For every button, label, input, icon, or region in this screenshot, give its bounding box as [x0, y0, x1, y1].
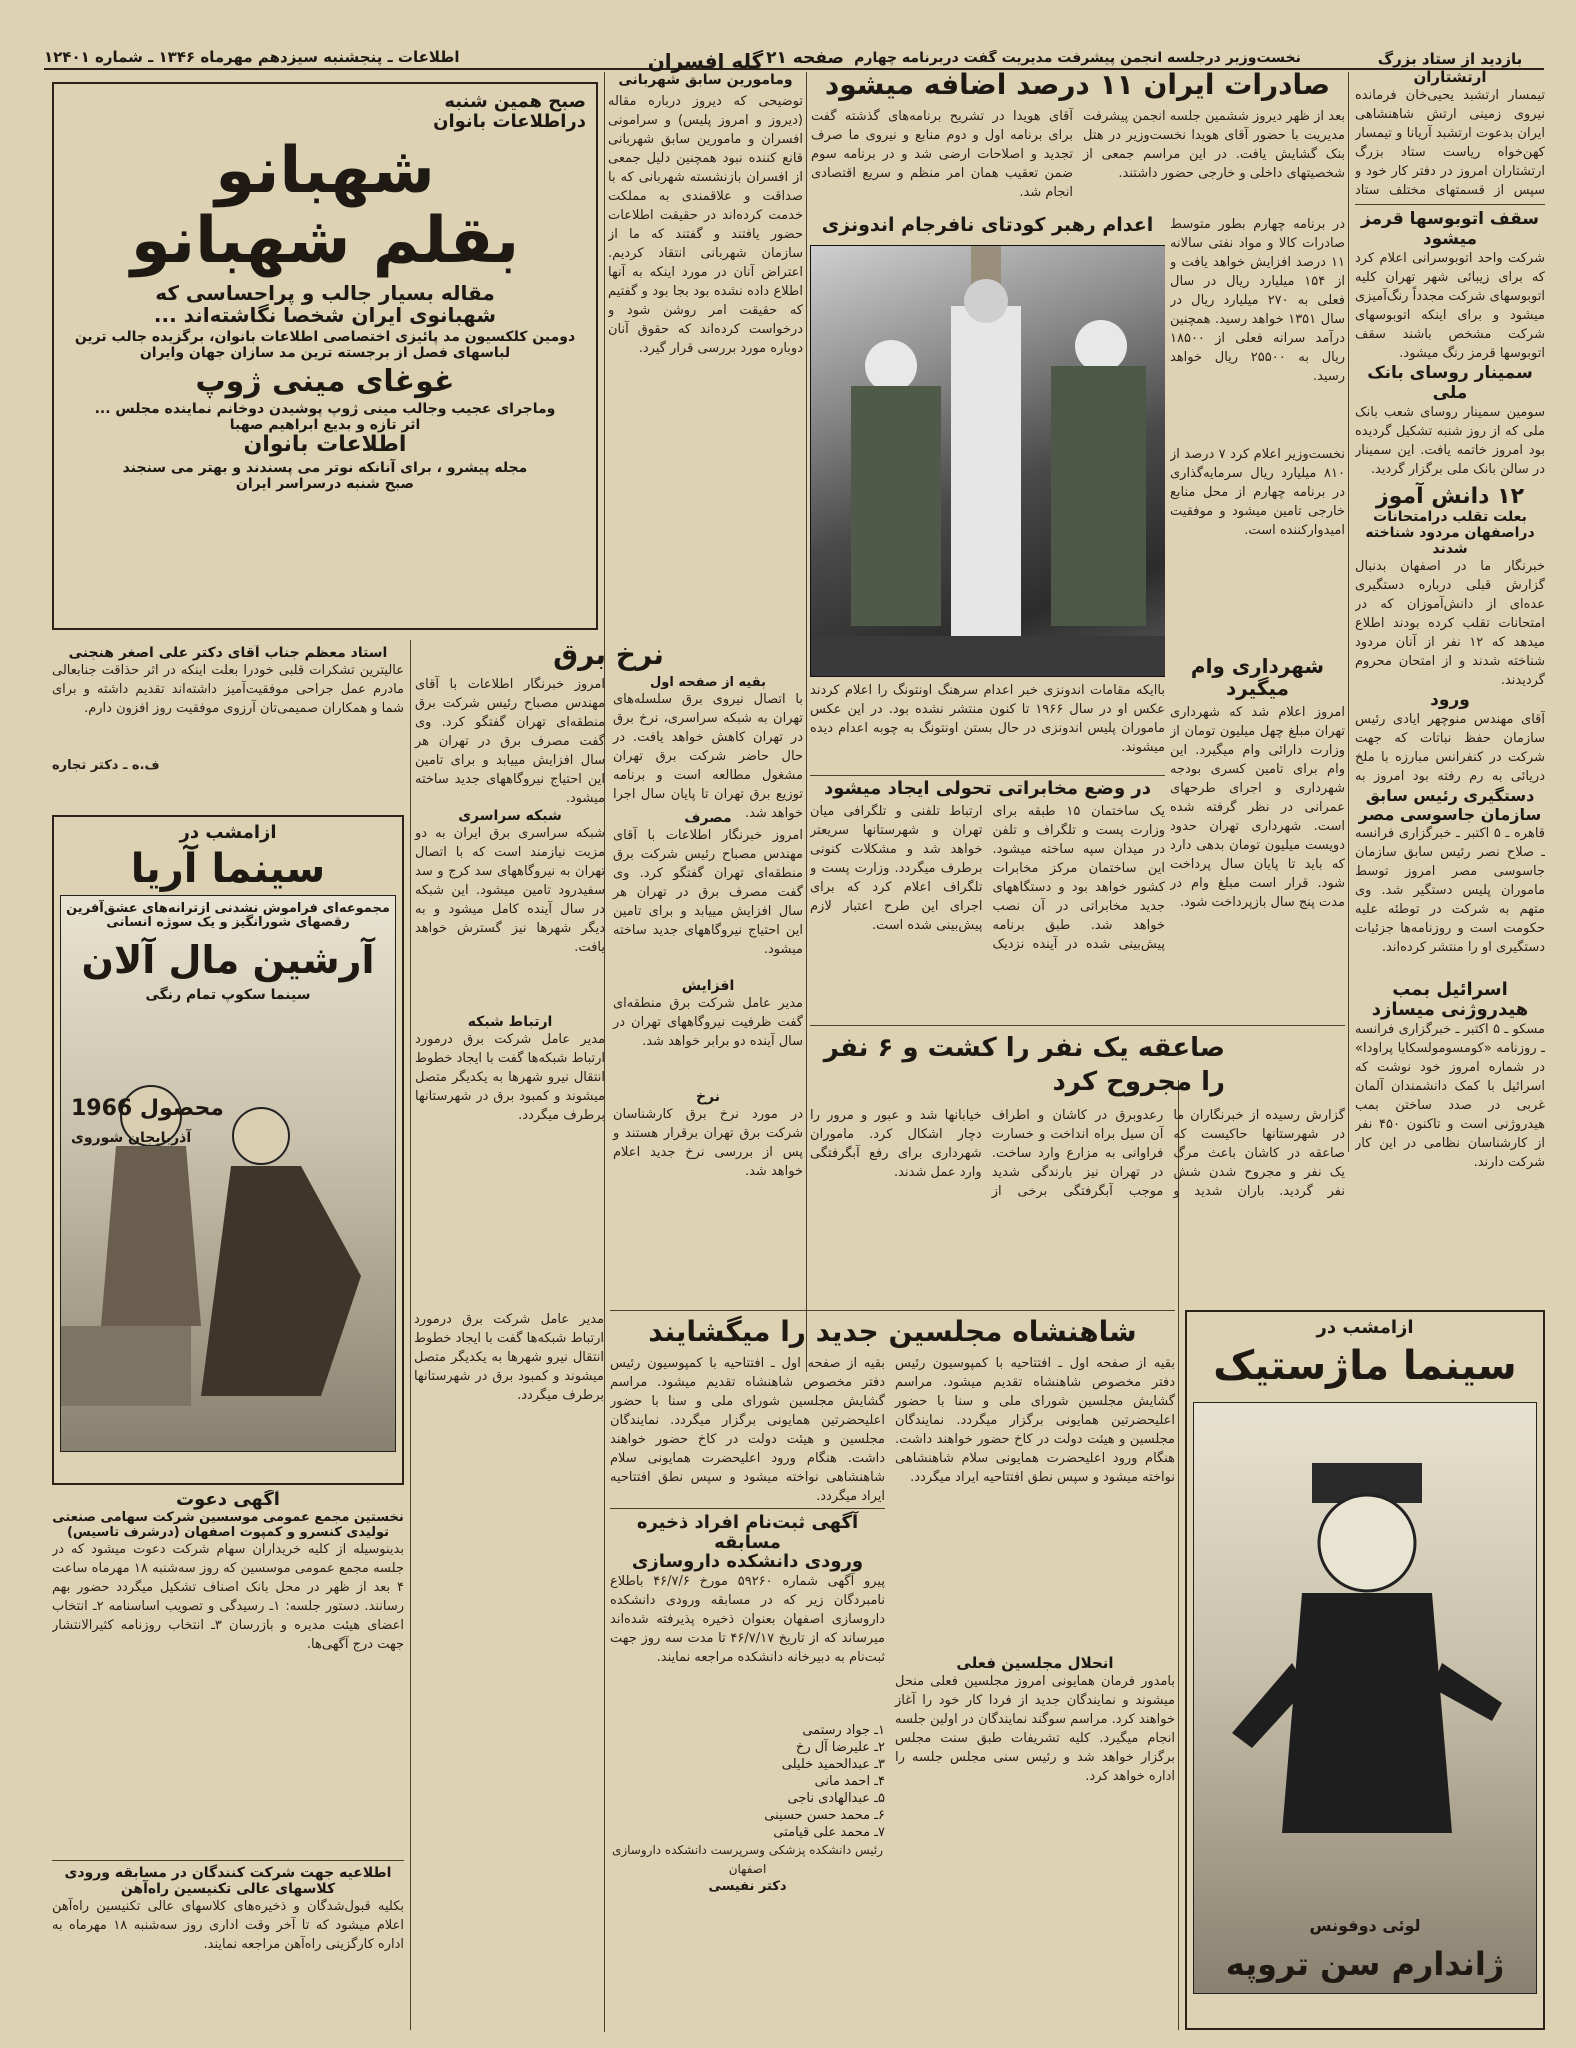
execution-story	[810, 215, 1165, 775]
pharmacy-title2: ورودی دانشکده داروسازی	[631, 1551, 864, 1573]
lead-body: بعد از ظهر دیروز ششمین جلسه انجمن پیشرفت مدیریت با حضور آقای هویدا نخست‌وزیر در هتل بنک گشایش یافت. در این مراسم جمعی از شخصیتهای داخلی و خارجی حضور داشتند.	[1083, 108, 1345, 181]
aria-film-title: آرشین مال آلان	[81, 938, 375, 983]
power-body-continued: مدیر عامل شرکت برق درمورد ارتباط شبکه‌ها گفت با ایجاد خطوط انتقال نیرو شهرها به یکدیگر متصل میشوند و کمبود برق در شهرستانها برطرف میگردد.	[414, 1312, 604, 1403]
lead-kicker: نخست‌وزیر درجلسه انجمن پیشرفت مدیریت گفت دربرنامه چهارم	[854, 50, 1301, 66]
majestic-film: ژاندارم سن تروپه	[1225, 1944, 1505, 1983]
rail-title: اطلاعیه جهت شرکت کنندگان در مسابقه ورودی کلاسهای عالی تکنیسین راه‌آهن	[64, 1865, 392, 1897]
pharmacy-title: آگهی ثبت‌نام افراد ذخیره مسابقه	[636, 1511, 859, 1553]
shah-subhead: انحلال مجلسین فعلی	[956, 1653, 1114, 1672]
aria-tag1: مجموعه‌ای فراموش نشدنی ازترانه‌های عشق‌آفرین	[66, 900, 390, 916]
thanks-note	[52, 645, 404, 795]
execution-photo-image	[811, 246, 1165, 676]
article-body: خبرنگار ما در اصفهان بدنبال گزارش قبلی درباره دستگیری عده‌ای از دانش‌آموزان که در امتحانات تقلب کرده بودند اطلاع میدهد که ۱۲ نفر از آنان مردود شناخته شدند و از امتحان محروم گردیدند.	[1355, 559, 1545, 689]
aria-top: ازامشب در	[179, 822, 277, 843]
article-body: مسکو ـ ۵ اکتبر ـ خبرگزاری فرانسه ـ روزنامه «کومسومولسکایا پراودا» در شماره امروز خود نوشت که اسرائیل با کمک دانشمندان آلمان غربی در صدد ساختن بمب هیدروژنی است و تاکنون ۴۵۰ نفر از کارشناسان نظامی در این کار شرکت دارند.	[1355, 1021, 1545, 1170]
article-body: تیمسار ارتشبد یحیی‌خان فرمانده نیروی زمینی ارتش شاهنشاهی ایران بدعوت ارتشبد آریانا و تیمسار کهن‌خواه ریاست ستاد بزرگ ارتشتاران امروز در دفتر کار خود و سپس از قسمتهای مختلف ستاد	[1355, 88, 1545, 198]
invite-title: آگهی دعوت	[176, 1490, 280, 1510]
banuan-line6: لباسهای فصل از برجسته ترین مد سازان جهان وایران	[139, 344, 511, 361]
execution-headline: اعدام رهبر کودتای نافرجام اندونزی	[821, 215, 1154, 236]
aria-tag2: رقصهای شورانگیز و یک سوژه انسانی	[106, 915, 350, 931]
column-rule	[410, 640, 411, 2030]
shah-body-continued: بقیه از صفحه اول ـ افتتاحیه با کمپوسیون رئیس دفتر مخصوص شاهنشاه تقدیم میشود. مراسم گشایش مجلسین شورای ملی و سنا با حضور اعلیحضرتین همایونی برگزار میگردد. نمایندگان مجلسین و هیئت دولت در کاخ حضور خواهند داشت. هنگام ورود اعلیحضرت همایونی سلام شاهنشاهی نواخته میشود و سپس نطق افتتاحیه ایراد میگردد.	[610, 1355, 885, 1504]
aria-tech: سینما سکوپ تمام رنگی	[145, 987, 311, 1004]
article-body: سومین سمینار روسای شعب بانک ملی که از روز شنبه تشکیل گردیده بود امروز خاتمه یافت. این سمینار در سالن بانک ملی برگزار گردید.	[1355, 405, 1545, 477]
lightning-story	[810, 1025, 1345, 1305]
banuan-line2: دراطلاعات بانوان	[433, 110, 586, 132]
pharmacy-name-item: ۶ـ محمد حسن حسینی	[764, 1808, 885, 1824]
article-title: سمینار روسای بانک ملی	[1367, 363, 1533, 403]
thanks-signature: ف.ه ـ دکتر تجاره	[52, 758, 160, 773]
power-continuation	[414, 1310, 604, 2030]
power-section: مصرف	[684, 809, 732, 826]
loan-headline: شهرداری وام میگیرد	[1190, 655, 1325, 700]
complaint-story	[608, 50, 803, 630]
execution-caption: باایکه مقامات اندونزی خبر اعدام سرهنگ اونتونگ را اعلام کردند عکس او در سال ۱۹۶۶ تا کنون منتشر نشده بود. در این عکس ماموران پلیس اندونزی در حال بستن اونتونگ به چوبه اعدام دیده میشوند.	[810, 683, 1165, 755]
pharmacy-names	[610, 1722, 885, 1841]
power-body: شبکه سراسری برق ایران به دو مزیت نیازمند است که با اتصال تهران به نیروگاههای سد کرج و سد سفیدرود تامین میشود. این شبکه در سال آینده کامل میشود و به دیگر شهرها نیز گسترش خواهد یافت.	[415, 825, 605, 955]
aria-poster	[60, 895, 396, 1452]
shah-body: بقیه از صفحه اول ـ افتتاحیه با کمپوسیون رئیس دفتر مخصوص شاهنشاه تقدیم میشود. مراسم گشایش مجلسین شورای ملی و سنا با حضور اعلیحضرتین همایونی برگزار میگردد. نمایندگان مجلسین و هیئت دولت در کاخ حضور خواهند داشت. هنگام ورود اعلیحضرت همایونی سلام شاهنشاهی نواخته میشود و سپس نطق افتتاحیه ایراد میگردد.	[895, 1355, 1175, 1485]
aria-year: محصول 1966	[71, 1095, 224, 1121]
majestic-top: ازامشب در	[1316, 1317, 1414, 1338]
banuan-line1: صبح همین شنبه	[444, 91, 586, 112]
rail-body: بکلیه قبول‌شدگان و ذخیره‌های کلاسهای عالی تکنیسین راه‌آهن اعلام میشود که تا آخر وقت اداری روز سه‌شنبه ۱۸ مهرماه به اداره کارگزینی راه‌آهن مراجعه نمایند.	[52, 1899, 404, 1952]
shah-body: بامدور فرمان همایونی امروز مجلسین فعلی منحل میشوند و نمایندگان جدید از فردا کار خود را آغاز خواهند کرد. مراسم سوگند نمایندگان در اولین جلسه انجام میگیرد. کلیه تشریفات طبق سنت مجلس برگزار خواهد شد و رئیس سنی مجلس جلسه را اداره خواهد کرد.	[895, 1673, 1175, 1784]
lead-headline: صادرات ایران ۱۱ درصد اضافه میشود	[824, 68, 1331, 101]
article-title: ۱۲ دانش آموز	[1376, 484, 1524, 509]
thanks-title: استاد معظم جناب آقای دکتر علی اصغر هنجنی	[68, 645, 388, 661]
complaint-headline: گله افسران	[647, 50, 764, 73]
article-body: قاهره ـ ۵ اکتبر ـ خبرگزاری فرانسه ـ صلاح نصر رئیس سابق سازمان جاسوسی مصر امروز توسط ماموران پلیس دستگیر شد. وی متهم به شرکت در توطئه علیه حکومت است و روزنامه‌ها جزئیات دستگیری او را منتشر کرده‌اند.	[1355, 826, 1545, 956]
article-title: ورود	[1430, 690, 1470, 711]
banuan-line9: اطلاعات بانوان	[243, 431, 407, 457]
telecom-story	[810, 775, 1165, 1020]
right-column	[1355, 50, 1545, 1200]
lead-continuation	[1170, 215, 1345, 655]
majestic-actor: لوئی دوفونس	[1309, 1915, 1421, 1935]
banuan-big3: غوغای مینی ژوپ	[195, 364, 455, 400]
power-section: ارتباط شبکه	[467, 1013, 553, 1030]
pharmacy-name-item: ۲ـ علیرضا آل رخ	[795, 1740, 885, 1756]
article-body: آقای مهندس منوچهر ایادی رئیس سازمان حفظ نباتات که جهت شرکت در کنفرانس مبارزه با ملخ دریائی به رم رفته بود امروز به	[1355, 712, 1545, 785]
gendarme-illustration	[1192, 1403, 1536, 1993]
banuan-line10: مجله پیشرو ، برای آنانکه نوتر می پسندند و بهتر می سنجند	[122, 460, 528, 477]
article-body: شرکت واحد اتوبوسرانی اعلام کرد که برای زیبائی شهر تهران کلیه اتوبوسهای شرکت مجدداً رنگ‌آمیزی میشود و برای اینکه اتوبوسهای شرکت مشخص باشند سقف اتوبوسها قرمز رنگ میشود.	[1355, 251, 1545, 361]
pharmacy-name-item: ۷ـ محمد علی قیامتی	[773, 1825, 885, 1841]
column-rule	[1348, 72, 1349, 1152]
telecom-headline: در وضع مخابراتی تحولی ایجاد میشود	[824, 778, 1151, 799]
power-section: نرخ	[695, 1088, 721, 1105]
banuan-line3: مقاله بسیار جالب و پراحساسی که	[155, 281, 495, 306]
pharmacy-signature: رئیس دانشکده پزشکی وسرپرست دانشکده داروسازی اصفهان	[611, 1843, 884, 1877]
invite-subtitle: نخستین مجمع عمومی موسسین شرکت سهامی صنعتی تولیدی کنسرو و کمپوت اصفهان (درشرف تاسیس)	[52, 1509, 404, 1540]
lead-body: نخست‌وزیر اعلام کرد ۷ درصد از ۸۱۰ میلیارد ریال سرمایه‌گذاری در برنامه چهارم از محل منابع خارجی تامین میشود و موفقیت امیدوارکننده است.	[1170, 447, 1345, 538]
thanks-body: عالیترین تشکرات قلبی خودرا بعلت اینکه در اثر حذاقت جنابعالی مادرم عمل جراحی موفقیت‌آمیز داشته‌اند تقدیم داشته و برای شما و همکاران صمیمی‌تان آرزوی موفقیت روز افزون دارم.	[52, 663, 404, 716]
majestic-poster	[1193, 1402, 1537, 1994]
issue-line: اطلاعات ـ پنجشنبه سیزدهم مهرماه ۱۳۴۶ ـ شماره ۱۲۴۰۱	[44, 48, 460, 66]
shah-headline: شاهنشاه مجلسین جدید را میگشایند	[648, 1315, 1137, 1348]
pharmacy-signature-name: دکتر نفیسی	[708, 1879, 787, 1895]
majestic-cinema-name: سینما ماژستیک	[1213, 1342, 1517, 1389]
power-section: افزایش	[681, 977, 735, 994]
execution-photo	[810, 245, 1165, 677]
aria-ad	[52, 815, 404, 1485]
power-body: مدیر عامل شرکت برق درمورد ارتباط شبکه‌ها گفت با ایجاد خطوط انتقال نیرو شهرها به یکدیگر متصل میشوند و کمبود برق در شهرستانها برطرف میگردد.	[415, 1031, 605, 1123]
loan-body: امروز اعلام شد که شهرداری تهران مبلغ چهل میلیون تومان از وزارت دارائی وام میگیرد. این وام برای تامین کسری بودجه شهرداری و اجرای طرحهای عمرانی در نظر گرفته شده است. شهرداری تهران حدود دویست میلیون تومان بدهی دارد که باید تا پایان سال پرداخت شود. قرار است مبلغ وام در مدت پنج سال بازپرداخت شود.	[1170, 705, 1345, 910]
pharmacy-name-item: ۴ـ احمد مانی	[814, 1774, 885, 1790]
complaint-body: توضیحی که دیروز درباره مقاله (دیروز و امروز پلیس) و سرامونی افسران و مامورین سابق شهربانی قانع کننده نبود همچنین دلیل جمعی از افسران بازنشسته شهربانی که با صداقت و علاقمندی به مملکت خدمت کرده‌اند در حقیقت اطلاعات حضور یافتند و گفتند که ما از سازمان شهربانی انتقاد کردیم. اعتراض آنان در مورد اینکه به آنها اطلاع داده نشده بود بجا بود و گفتیم که حقیقت امر روشن شود و درخواست کرده‌اند که حقوق آنان دوباره مورد بررسی قرار گیرد.	[608, 94, 803, 356]
article-title: بازدید از ستاد بزرگ ارتشتاران	[1377, 50, 1523, 86]
pharmacy-name-item: ۳ـ عبدالحمید خلیلی	[781, 1757, 885, 1773]
pharmacy-name-item: ۱ـ جواد رستمی	[802, 1723, 885, 1739]
power-body: امروز خبرنگار اطلاعات با آقای مهندس مصباح رئیس شرکت برق منطقه‌ای تهران گفتگو کرد. وی گفت مصرف برق در تهران هر سال افزایش مییابد و برای تامین این احتیاج نیروگاههای جدید ساخته میشود.	[613, 827, 803, 957]
rail-notice	[52, 1860, 404, 2030]
power-body: مدیر عامل شرکت برق منطقه‌ای گفت ظرفیت نیروگاههای تهران در سال آینده دو برابر خواهد شد.	[613, 995, 803, 1049]
shah-story	[610, 1310, 1175, 2030]
lead-body: در برنامه چهارم بطور متوسط صادرات کالا و مواد نفتی سالانه ۱۱ درصد افزایش خواهد یافت و از ۱۵۴ میلیارد ریال در سال فعلی به ۲۷۰ میلیارد ریال در سال ۱۳۵۱ خواهد رسید. همچنین درآمد سرانه فعلی از ۱۸۵۰۰ ریال به ۲۵۵۰۰ ریال خواهد رسید.	[1170, 217, 1345, 384]
pharmacy-body: پیرو آگهی شماره ۵۹۲۶۰ مورخ ۴۶/۷/۶ باطلاع نامبردگان زیر که در مسابقه ورودی دانشکده داروسازی اصفهان بعنوان ذخیره پذیرفته شده‌اند میرساند که از تاریخ ۴۶/۷/۱۷ تا مدت سه روز جهت ثبت‌نام به دبیرخانه دانشکده مراجعه نمایند.	[610, 1574, 885, 1666]
article-title: سقف اتوبوسها قرمز میشود	[1360, 209, 1540, 249]
power-sub: بقیه از صفحه اول	[650, 674, 766, 690]
invite-notice	[52, 1490, 404, 1845]
aria-studio: آذربایجان شوروی	[71, 1129, 192, 1146]
lightning-body: گزارش رسیده از خبرنگاران ما در شهرستانها حاکیست که صاعقه در کاشان باعث مرگ یک نفر و مجروح شدن شش نفر گردید. باران شدید و رعدوبرق در کاشان و اطراف آن سیل براه انداخت و خسارت فراوانی به مزارع وارد ساخت. در تهران نیز بارندگی شدید موجب آبگرفتگی برخی از خیابانها شد و عبور و مرور را دچار اشکال کرد. ماموران شهرداری برای رفع آبگرفتگی وارد عمل شدند.	[810, 1107, 1345, 1199]
complaint-subhead: ومامورین سابق شهربانی	[618, 72, 793, 88]
column-rule	[806, 72, 807, 1372]
power-section: شبکه سراسری	[458, 807, 562, 824]
banuan-big2: بقلم شهبانو	[130, 203, 520, 278]
aria-cinema-name: سینما آریا	[130, 845, 326, 892]
banuan-big1: شهبانو	[215, 133, 435, 208]
pharmacy-name-item: ۵ـ عبدالهادی ناجی	[787, 1791, 885, 1807]
banuan-line7: وماجرای عجیب وجالب مینی ژوپ پوشیدن دوخانم نماینده مجلس ...	[94, 401, 556, 418]
article-title: اسرائیل بمب هیدروژنی میسازد	[1371, 979, 1529, 1020]
majestic-ad	[1185, 1310, 1545, 2030]
power-body-continued: امروز خبرنگار اطلاعات با آقای مهندس مصباح رئیس شرکت برق منطقه‌ای تهران گفتگو کرد. وی گفت مصرف برق در تهران هر سال افزایش مییابد و برای تامین این احتیاج نیروگاههای جدید ساخته میشود.	[415, 676, 605, 806]
banuan-line5: دومین کلکسیون مد پائیزی اختصاصی اطلاعات بانوان، برگزیده جالب ترین	[74, 329, 576, 346]
invite-body: بدینوسیله از کلیه خریداران سهام شرکت دعوت میشود که در جلسه مجمع عمومی موسسین که روز سه‌شنبه ۱۸ مهرماه ساعت ۴ بعد از ظهر در محل بانک اصناف تشکیل میگردد حضور بهم رسانند. دستور جلسه: ۱ـ رسیدگی و تصویب اساسنامه ۲ـ انتخاب اعضای هیئت مدیره و بازرسان ۳ـ انتخاب روزنامه کثیرالانتشار جهت درج آگهی‌ها.	[52, 1541, 404, 1652]
lead-body: آقای هویدا در تشریح برنامه‌های گذشته گفت برای برنامه اول و دوم منابع و نیروی ما صرف تجدید و اصلاحات ارضی شد و در برنامه سوم ضمن تعقیب همان امر منظم و سریع اقتصادی انجام شد.	[811, 108, 1073, 200]
power-story	[414, 640, 803, 1305]
banuan-ad	[52, 82, 598, 630]
power-body: با اتصال نیروی برق سلسله‌های تهران به شبکه سراسری، نرخ برق در تهران کاهش خواهد یافت. در حال حاضر شرکت برق تهران مشغول مطالعه است و برنامه توزیع برق تهران تا پایان سال اجرا خواهد شد.	[613, 691, 803, 821]
article-title: دستگیری رئیس سابق سازمان جاسوسی مصر	[1358, 786, 1542, 825]
banuan-line4: شهبانوی ایران شخصا نگاشته‌اند ...	[153, 303, 497, 328]
telecom-body: یک ساختمان ۱۵ طبقه برای وزارت پست و تلگراف و تلفن در میدان سپه ساخته میشود. این ساختمان مرکز مخابرات کشور خواهد بود و دستگاههای جدید مخابراتی در آن نصب خواهد شد. طبق برنامه پیش‌بینی شده در آینده نزدیک ارتباط تلفنی و تلگرافی میان تهران و شهرستانها سریعتر خواهد شد و مشکلات کنونی برطرف میگردد. وزارت پست و تلگراف اعلام کرد که برای اجرای این طرح اعتبار لازم پیش‌بینی شده است.	[810, 803, 1165, 952]
aria-couple-illustration	[61, 1076, 399, 1406]
lead-article-header	[810, 50, 1345, 210]
page-number: صفحه ۲۱	[766, 48, 844, 68]
banuan-line8: اثر تازه و بدیع ابراهیم صهبا	[229, 416, 421, 433]
article-subtitle: بعلت تقلب درامتحانات دراصفهان مردود شناخته شدند	[1365, 509, 1535, 558]
lightning-headline: صاعقه یک نفر را کشت و ۶ نفر را مجروح کرد	[823, 1033, 1225, 1097]
power-body: در مورد نرخ برق کارشناسان شرکت برق تهران برقرار هستند و پس از بررسی نرخ جدید اعلام خواهد شد.	[613, 1106, 803, 1179]
power-headline: نرخ برق	[553, 640, 664, 671]
banuan-line11: صبح شنبه درسراسر ایران	[235, 475, 415, 492]
